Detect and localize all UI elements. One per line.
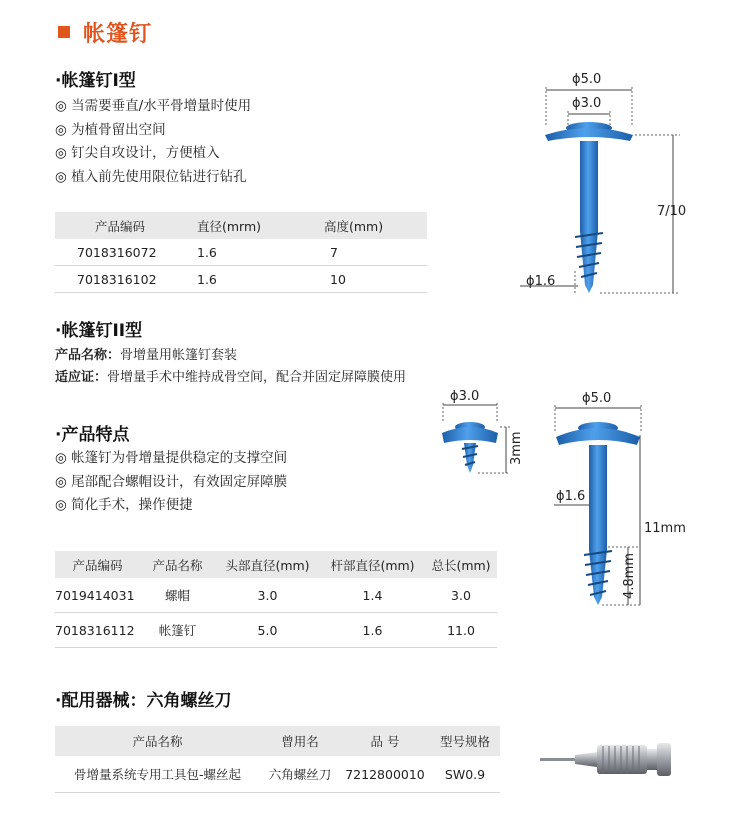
cell: 帐篷钉	[140, 613, 215, 648]
features-bullets	[55, 447, 287, 518]
page-title: 帐篷钉	[83, 22, 153, 47]
feature-bullet: ◎ 简化手术，操作便捷	[55, 497, 193, 513]
type1-table	[55, 212, 427, 293]
col-header: 产品编码	[55, 212, 185, 239]
cell: 1.4	[320, 578, 425, 613]
dim-head-dia: ϕ5.0	[572, 72, 602, 87]
type1-bullet: ◎ 植入前先使用限位钻进行钻孔	[55, 168, 247, 185]
table-header-row	[55, 551, 497, 578]
col-header: 产品名称	[55, 726, 260, 756]
cell: 3.0	[215, 578, 320, 613]
cell: 骨增量系统专用工具包-螺丝起	[55, 756, 260, 793]
type2-heading: ·帐篷钉II型	[55, 321, 143, 341]
type1-screw-figure	[520, 65, 720, 305]
feature-bullet: ◎ 尾部配合螺帽设计，有效固定屏障膜	[55, 473, 288, 490]
dim-cap-dia: ϕ3.0	[572, 96, 602, 111]
label: 适应证：	[55, 370, 108, 385]
cell: 1.6	[320, 613, 425, 648]
value: 骨增量手术中维持成骨空间，配合并固定屏障膜使用	[107, 370, 407, 385]
label: 产品名称：	[55, 348, 121, 363]
tools-table	[55, 726, 500, 793]
col-header: 头部直径(mm)	[215, 551, 320, 578]
table-header-row	[55, 726, 500, 756]
col-header: 杆部直径(mm)	[320, 551, 425, 578]
features-heading: ·产品特点	[55, 425, 130, 445]
dim-shaft-dia: ϕ1.6	[556, 489, 586, 504]
col-header: 总长(mm)	[425, 551, 497, 578]
dim-cap-height: 3mm	[509, 431, 524, 465]
cell: 7018316112	[55, 613, 140, 648]
type2-indication	[55, 367, 406, 389]
dim-nail-length: 11mm	[644, 521, 686, 536]
type1-heading: ·帐篷钉I型	[55, 71, 136, 91]
cell: 7018316072	[55, 239, 185, 266]
col-header: 产品编码	[55, 551, 140, 578]
col-header: 品 号	[340, 726, 430, 756]
cell: 螺帽	[140, 578, 215, 613]
col-header: 高度(mm)	[312, 212, 427, 239]
cell: 7212800010	[340, 756, 430, 793]
cell: 7019414031	[55, 578, 140, 613]
dim-head-dia: ϕ5.0	[582, 391, 612, 406]
dim-shaft-dia: ϕ1.6	[526, 274, 556, 289]
type2-product-name	[55, 345, 237, 367]
cell: 10	[312, 266, 427, 293]
cell: 1.6	[185, 266, 312, 293]
type1-bullets	[55, 95, 251, 189]
table-row	[55, 613, 497, 648]
title-marker	[58, 26, 70, 38]
table-row	[55, 756, 500, 793]
col-header: 型号规格	[430, 726, 500, 756]
cell: 7018316102	[55, 266, 185, 293]
cell: SW0.9	[430, 756, 500, 793]
cap-figure	[430, 385, 530, 485]
cell: 5.0	[215, 613, 320, 648]
dim-length: 7/10	[657, 204, 687, 219]
features-table	[55, 551, 497, 648]
type2-nail-figure	[540, 385, 700, 615]
table-row	[55, 266, 427, 293]
table-row	[55, 578, 497, 613]
type1-bullet: ◎ 钉尖自攻设计，方便植入	[55, 145, 220, 161]
table-row	[55, 239, 427, 266]
table-header-row	[55, 212, 427, 239]
cell: 1.6	[185, 239, 312, 266]
cell: 11.0	[425, 613, 497, 648]
tools-heading: ·配用器械：六角螺丝刀	[55, 691, 232, 711]
screwdriver-figure	[535, 735, 685, 785]
col-header: 曾用名	[260, 726, 340, 756]
col-header: 直径(mrm)	[185, 212, 312, 239]
type1-bullet: ◎ 当需要垂直/水平骨增量时使用	[55, 98, 252, 114]
type1-bullet: ◎ 为植骨留出空间	[55, 121, 166, 138]
value: 骨增量用帐篷钉套装	[120, 348, 238, 363]
cell: 六角螺丝刀	[260, 756, 340, 793]
cell: 3.0	[425, 578, 497, 613]
cell: 7	[312, 239, 427, 266]
feature-bullet: ◎ 帐篷钉为骨增量提供稳定的支撑空间	[55, 450, 288, 466]
dim-thread-length: 4.8mm	[622, 552, 637, 599]
col-header: 产品名称	[140, 551, 215, 578]
dim-cap-dia: ϕ3.0	[450, 389, 480, 404]
